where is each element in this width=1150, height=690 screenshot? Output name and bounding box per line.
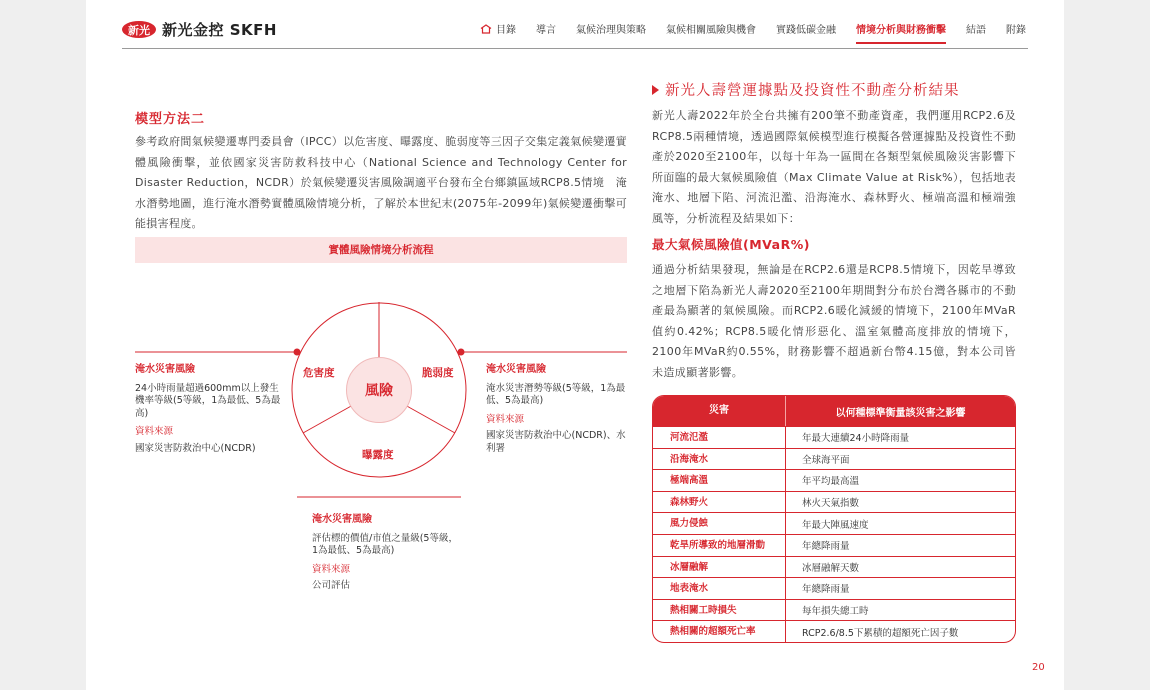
mvar-title: 最大氣候風險值(MVaR%) <box>652 237 810 252</box>
page-number: 20 <box>1032 662 1045 673</box>
hazard-cell: 熱相關的超額死亡率 <box>653 621 786 642</box>
hazard-table <box>652 395 1016 643</box>
flow-title-bar: 實體風險情境分析流程 <box>135 237 627 263</box>
block-source: 國家災害防救治中心(NCDR)、水利署 <box>486 430 626 454</box>
hazard-cell: 河流氾濫 <box>653 427 786 448</box>
logo-text: 新光金控 SKFH <box>162 21 277 39</box>
diagram-vulnerability-label: 脆弱度 <box>422 367 454 379</box>
measure-cell: 冰層融解天數 <box>802 562 860 574</box>
nav-item-risks-opportunities[interactable]: 氣候相關風險與機會 <box>666 25 756 36</box>
diagram-hazard-label: 危害度 <box>303 367 335 379</box>
block-source-label: 資料來源 <box>135 426 174 437</box>
section-title: 模型方法二 <box>135 112 206 127</box>
diagram-center-risk: 風險 <box>346 357 412 423</box>
hazard-cell: 乾旱所導致的地層滑動 <box>653 535 786 556</box>
block-title: 淹水災害風險 <box>486 364 546 375</box>
hazard-cell: 熱相關工時損失 <box>653 600 786 621</box>
measure-cell: 全球海平面 <box>802 454 850 466</box>
block-source: 國家災害防救治中心(NCDR) <box>135 442 256 454</box>
diagram-spoke-right <box>405 405 455 433</box>
table-header-hazard: 災害 <box>653 396 786 426</box>
table-row <box>653 448 1015 470</box>
hazard-cell: 極端高溫 <box>653 470 786 491</box>
diagram-spoke-left <box>303 405 353 433</box>
logo-mark: 新光 <box>122 21 156 38</box>
section-body: 參考政府間氣候變遷專門委員會（IPCC）以危害度、曝露度、脆弱度等三因子交集定義氣候變遷實體風險衝擊，並依國家災害防救科技中心（National Science and Technology Center for Disaster Reduction，NCDR）於氣候變遷災害風險調適平台發布全台鄉鎮區域RCP8.5情境 淹水潛勢地圖，進行淹水潛勢實體風險情境分析，了解於本世紀末(2075年-2099年)氣候變遷衝擊可能損害程度。 <box>135 135 627 230</box>
table-row <box>653 512 1015 534</box>
results-heading <box>652 79 960 100</box>
measure-cell: 年總降雨量 <box>802 541 850 553</box>
table-header <box>653 396 1015 426</box>
measure-cell: 林火天氣指數 <box>802 498 860 510</box>
nav-item-appendix[interactable]: 附錄 <box>1006 25 1026 36</box>
nav-item-scenario-analysis[interactable]: 情境分析與財務衝擊 <box>856 21 946 44</box>
company-logo[interactable] <box>122 19 277 40</box>
diagram-block-vulnerability <box>486 364 631 455</box>
diagram-block-hazard <box>135 364 285 455</box>
nav-item-governance[interactable]: 氣候治理與策略 <box>576 25 646 36</box>
block-source-label: 資料來源 <box>486 413 525 425</box>
diagram-exposure-label: 曝露度 <box>362 449 394 461</box>
block-text: 評估標的價值/市值之量級(5等級，1為最低、5為最高) <box>312 532 458 556</box>
nav-item-introduction[interactable]: 導言 <box>536 25 556 36</box>
table-row <box>653 491 1015 513</box>
nav-item-label: 目錄 <box>496 25 516 36</box>
home-icon <box>480 24 492 34</box>
hazard-cell: 地表淹水 <box>653 578 786 599</box>
diagram-block-exposure <box>312 514 462 593</box>
nav-item-contents[interactable] <box>480 21 516 44</box>
measure-cell: 年最大連續24小時降雨量 <box>802 433 910 445</box>
table-row <box>653 620 1015 642</box>
nav-item-low-carbon-finance[interactable]: 實踐低碳金融 <box>776 25 836 36</box>
table-row <box>653 599 1015 621</box>
top-nav <box>480 21 1026 44</box>
table-row <box>653 577 1015 599</box>
mvar-body: 通過分析結果發現，無論是在RCP2.6還是RCP8.5情境下，因乾旱導致之地層下陷為新光人壽2020至2100年期間對分布於台灣各縣市的不動產最為顯著的氣候風險。而RCP2.6暖化減緩的情境下，2100年MVaR值約0.42%；RCP8.5暖化情形惡化、溫室氣體高度排放的情境下，2100年MVaR約0.55%，財務影響不超過新台幣4.15億，對本公司皆未造成顯著影響。 <box>652 263 1016 379</box>
measure-cell: 每年損失總工時 <box>802 606 869 618</box>
hazard-cell: 森林野火 <box>653 492 786 513</box>
hazard-cell: 沿海淹水 <box>653 449 786 470</box>
results-heading-text: 新光人壽營運據點及投資性不動產分析結果 <box>665 83 960 99</box>
table-row <box>653 556 1015 578</box>
block-title: 淹水災害風險 <box>312 514 372 525</box>
measure-cell: RCP2.6/8.5下累積的超額死亡因子數 <box>802 627 959 639</box>
block-source: 公司評估 <box>312 580 351 591</box>
triangle-bullet-icon <box>652 85 659 95</box>
block-title: 淹水災害風險 <box>135 364 195 375</box>
report-page <box>86 0 1064 690</box>
hazard-cell: 冰層融解 <box>653 557 786 578</box>
nav-item-conclusion[interactable]: 結語 <box>966 25 986 36</box>
measure-cell: 年平均最高溫 <box>802 476 860 488</box>
diagram-dot-left <box>294 349 301 356</box>
measure-cell: 年總降雨量 <box>802 584 850 596</box>
block-source-label: 資料來源 <box>312 563 351 575</box>
hazard-cell: 風力侵蝕 <box>653 513 786 534</box>
table-row <box>653 426 1015 448</box>
diagram-dot-right <box>458 349 465 356</box>
results-intro: 新光人壽2022年於全台共擁有200筆不動產資產，我們運用RCP2.6及RCP8.5兩種情境，透過國際氣候模型進行模擬各營運據點及投資性不動產於2020至2100年，以每十年為一區間在各類型氣候風險災害影響下所面臨的最大氣候風險值（Max Climate Value at Risk%），包括地表淹水、地層下陷、河流氾濫、沿海淹水、森林野火、極端高溫和極端強風等，分析流程及結果如下： <box>652 109 1016 225</box>
measure-cell: 年最大陣風速度 <box>802 519 869 531</box>
table-body <box>653 426 1015 642</box>
header-divider <box>122 48 1028 49</box>
table-header-measure: 以何種標準衡量該災害之影響 <box>835 407 966 419</box>
block-text: 淹水災害潛勢等級(5等級，1為最低、5為最高) <box>486 382 626 406</box>
table-row <box>653 534 1015 556</box>
table-row <box>653 469 1015 491</box>
block-text: 24小時雨量超過600mm以上發生機率等級(5等級，1為最低、5為最高) <box>135 382 281 419</box>
